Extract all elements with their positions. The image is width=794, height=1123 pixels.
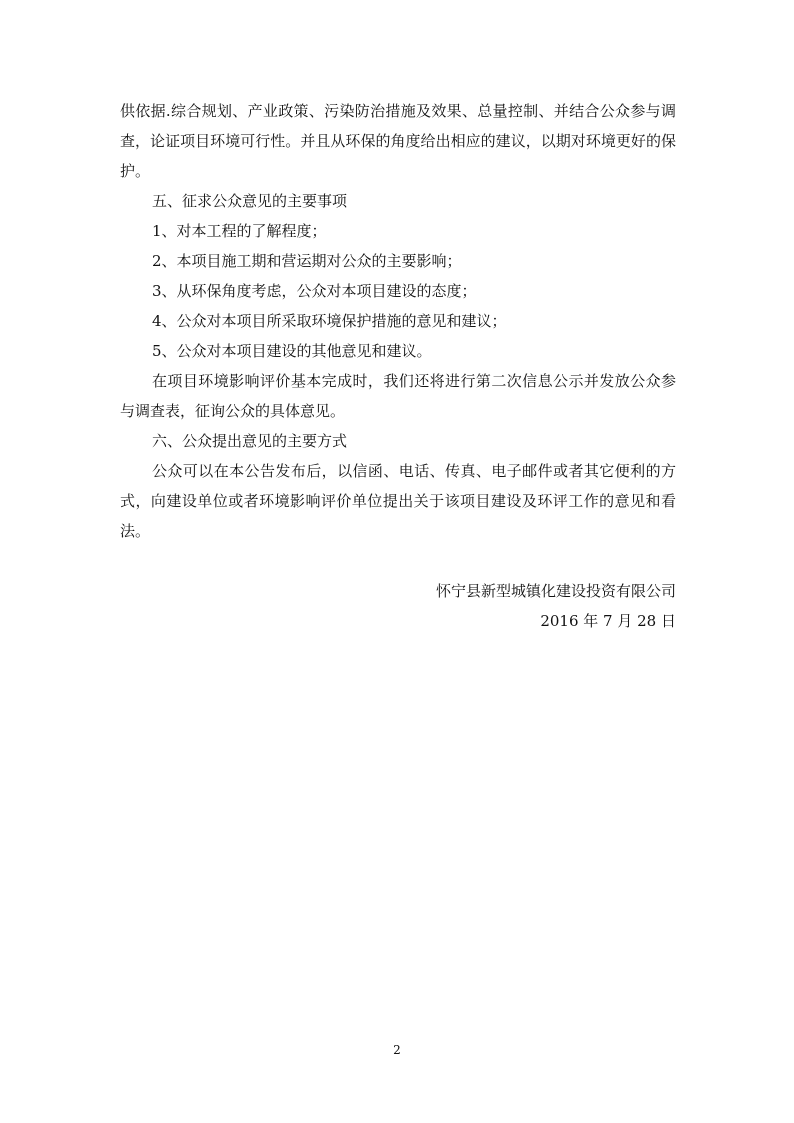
signature-spacer [120,546,676,576]
document-body [120,96,676,636]
list-item-3: 3、从环保角度考虑，公众对本项目建设的态度； [152,282,477,300]
signature-date: 2016 年 7 月 28 日 [540,612,676,630]
list-item-4: 4、公众对本项目所采取环境保护措施的意见和建议； [152,312,507,330]
paragraph-second-disclosure: 在项目环境影响评价基本完成时，我们还将进行第二次信息公示并发放公众参与调查表，征询公众的具体意见。 [120,372,676,420]
paragraph-continuation: 供依据.综合规划、产业政策、污染防治措施及效果、总量控制、并结合公众参与调查，论证项目环境可行性。并且从环保的角度给出相应的建议，以期对环境更好的保护。 [120,102,676,180]
paragraph-feedback-methods: 公众可以在本公告发布后，以信函、电话、传真、电子邮件或者其它便利的方式，向建设单位或者环境影响评价单位提出关于该项目建设及环评工作的意见和看法。 [120,462,676,540]
section-heading-6: 六、公众提出意见的主要方式 [152,432,348,450]
list-item-1: 1、对本工程的了解程度； [152,222,327,240]
list-item-2: 2、本项目施工期和营运期对公众的主要影响； [152,252,462,270]
list-item-5: 5、公众对本项目建设的其他意见和建议。 [152,342,432,360]
section-heading-5: 五、征求公众意见的主要事项 [152,192,348,210]
signature-company: 怀宁县新型城镇化建设投资有限公司 [435,582,676,600]
page-number: 2 [393,1043,401,1057]
